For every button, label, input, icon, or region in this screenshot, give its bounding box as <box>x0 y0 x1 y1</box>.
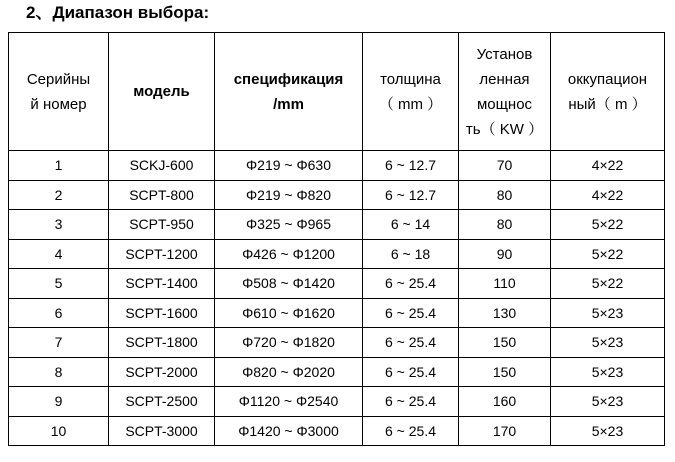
cell-area: 5×23 <box>551 298 665 328</box>
cell-power: 80 <box>459 210 551 240</box>
cell-area: 5×22 <box>551 239 665 269</box>
cell-thickness: 6 ~ 14 <box>363 210 459 240</box>
table-row <box>9 269 665 299</box>
cell-serial: 5 <box>9 269 109 299</box>
cell-serial: 6 <box>9 298 109 328</box>
cell-model: SCPT-1800 <box>109 328 215 358</box>
table-row <box>9 151 665 181</box>
cell-model: SCPT-800 <box>109 180 215 210</box>
cell-power: 90 <box>459 239 551 269</box>
table-row <box>9 298 665 328</box>
cell-power: 160 <box>459 387 551 417</box>
cell-area: 5×23 <box>551 387 665 417</box>
table-row <box>9 357 665 387</box>
cell-spec: Φ426 ~ Φ1200 <box>215 239 363 269</box>
header-thickness: толщина （ mm ） <box>363 33 459 151</box>
header-model: модель <box>109 33 215 151</box>
cell-spec: Φ1420 ~ Φ3000 <box>215 416 363 446</box>
cell-thickness: 6 ~ 18 <box>363 239 459 269</box>
cell-thickness: 6 ~ 25.4 <box>363 298 459 328</box>
table-row <box>9 328 665 358</box>
cell-power: 150 <box>459 328 551 358</box>
cell-power: 70 <box>459 151 551 181</box>
cell-thickness: 6 ~ 25.4 <box>363 328 459 358</box>
cell-area: 4×22 <box>551 151 665 181</box>
cell-model: SCPT-1400 <box>109 269 215 299</box>
cell-area: 5×22 <box>551 210 665 240</box>
cell-serial: 3 <box>9 210 109 240</box>
table-row <box>9 387 665 417</box>
cell-power: 130 <box>459 298 551 328</box>
header-specification: спецификация /mm <box>215 33 363 151</box>
table-row <box>9 416 665 446</box>
cell-spec: Φ610 ~ Φ1620 <box>215 298 363 328</box>
cell-area: 5×23 <box>551 416 665 446</box>
cell-spec: Φ219 ~ Φ630 <box>215 151 363 181</box>
cell-model: SCPT-2000 <box>109 357 215 387</box>
cell-serial: 2 <box>9 180 109 210</box>
cell-spec: Φ219 ~ Φ820 <box>215 180 363 210</box>
cell-spec: Φ720 ~ Φ1820 <box>215 328 363 358</box>
cell-model: SCPT-3000 <box>109 416 215 446</box>
cell-thickness: 6 ~ 12.7 <box>363 151 459 181</box>
cell-thickness: 6 ~ 25.4 <box>363 269 459 299</box>
cell-serial: 1 <box>9 151 109 181</box>
selection-range-table <box>8 32 665 446</box>
cell-area: 5×22 <box>551 269 665 299</box>
cell-model: SCPT-950 <box>109 210 215 240</box>
cell-power: 170 <box>459 416 551 446</box>
cell-serial: 8 <box>9 357 109 387</box>
cell-spec: Φ508 ~ Φ1420 <box>215 269 363 299</box>
cell-spec: Φ820 ~ Φ2020 <box>215 357 363 387</box>
cell-power: 110 <box>459 269 551 299</box>
cell-power: 80 <box>459 180 551 210</box>
cell-spec: Φ1120 ~ Φ2540 <box>215 387 363 417</box>
table-header-row <box>9 33 665 151</box>
header-installed-power: Установ ленная мощнос ть（ KW ） <box>459 33 551 151</box>
cell-thickness: 6 ~ 25.4 <box>363 357 459 387</box>
cell-thickness: 6 ~ 25.4 <box>363 416 459 446</box>
cell-thickness: 6 ~ 12.7 <box>363 180 459 210</box>
cell-model: SCPT-1200 <box>109 239 215 269</box>
cell-model: SCKJ-600 <box>109 151 215 181</box>
cell-serial: 10 <box>9 416 109 446</box>
header-occupied-area: оккупацион ный（ m ） <box>551 33 665 151</box>
cell-serial: 7 <box>9 328 109 358</box>
cell-area: 5×23 <box>551 357 665 387</box>
header-serial-number: Серийны й номер <box>9 33 109 151</box>
cell-serial: 4 <box>9 239 109 269</box>
cell-spec: Φ325 ~ Φ965 <box>215 210 363 240</box>
cell-model: SCPT-2500 <box>109 387 215 417</box>
section-heading: 2、Диапазон выбора: <box>26 3 210 22</box>
cell-area: 5×23 <box>551 328 665 358</box>
cell-thickness: 6 ~ 25.4 <box>363 387 459 417</box>
table-row <box>9 239 665 269</box>
cell-model: SCPT-1600 <box>109 298 215 328</box>
table-row <box>9 180 665 210</box>
cell-power: 150 <box>459 357 551 387</box>
cell-area: 4×22 <box>551 180 665 210</box>
table-row <box>9 210 665 240</box>
cell-serial: 9 <box>9 387 109 417</box>
